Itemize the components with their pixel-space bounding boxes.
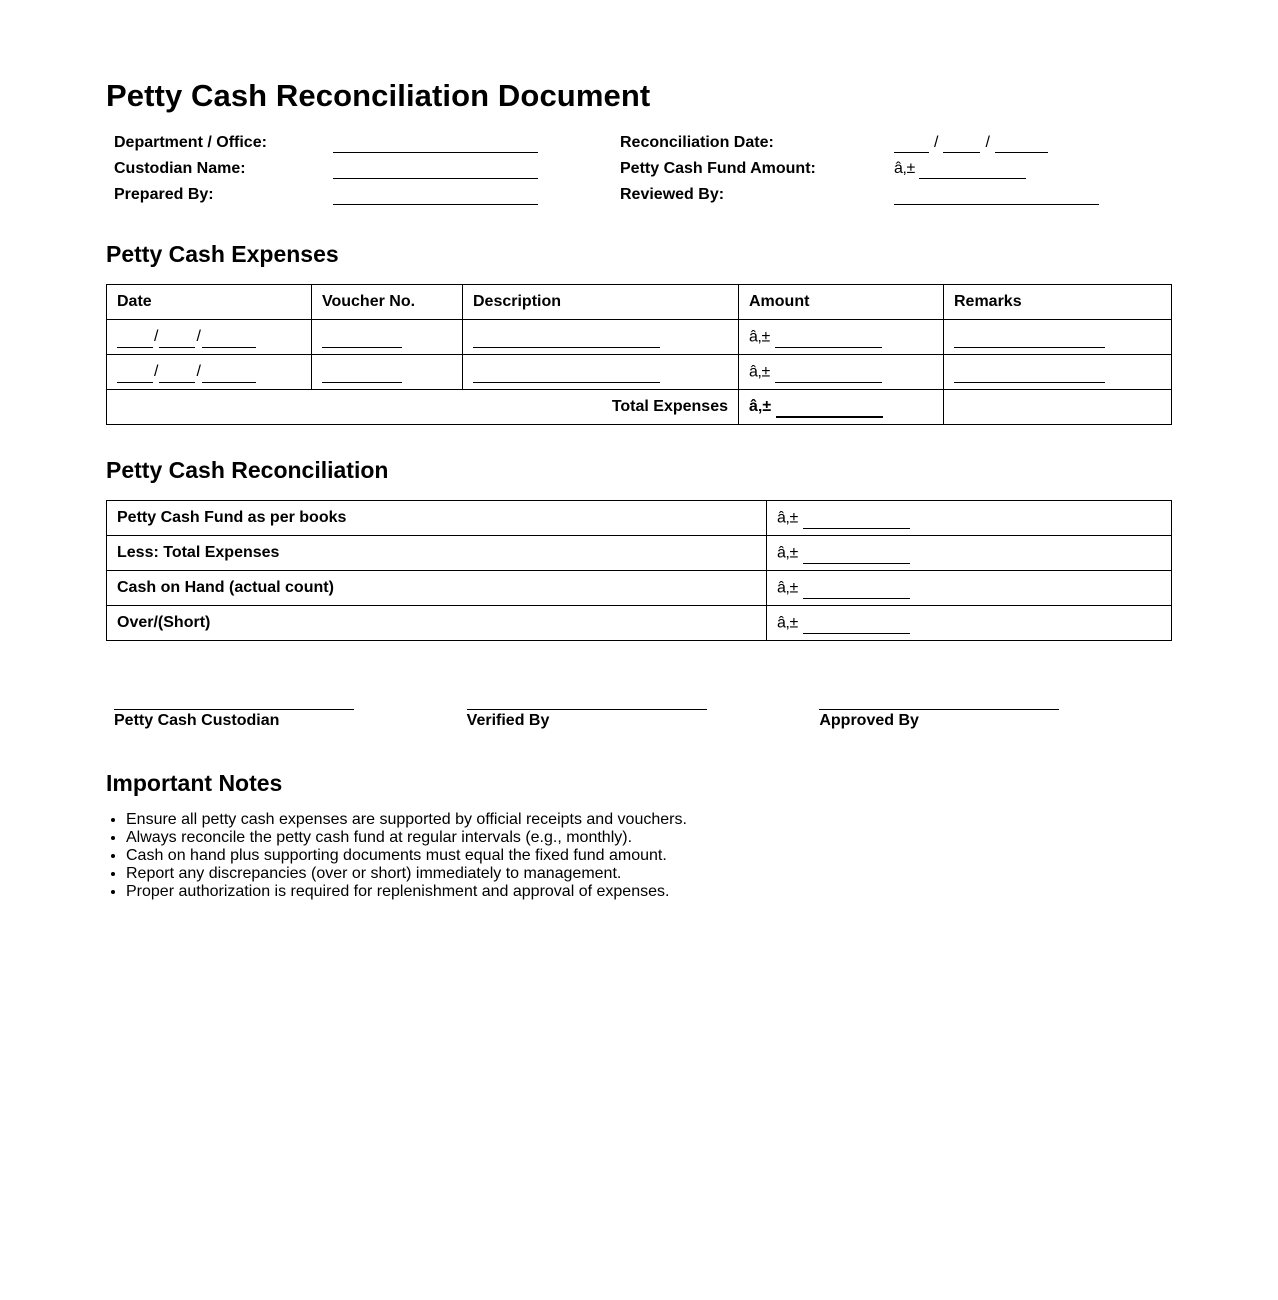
- row-label: Over/(Short): [107, 606, 767, 641]
- currency-symbol: â‚±: [777, 614, 799, 632]
- signature-label: Petty Cash Custodian: [114, 712, 280, 729]
- description-field[interactable]: [463, 320, 739, 355]
- column-header: Voucher No.: [312, 285, 463, 320]
- prepared-by-label: Prepared By:: [114, 186, 214, 203]
- prepared-by-field[interactable]: [333, 184, 538, 205]
- notes-heading: Important Notes: [106, 770, 283, 796]
- column-header: Description: [463, 285, 739, 320]
- signature-label: Verified By: [466, 712, 550, 729]
- reviewed-by-label: Reviewed By:: [620, 186, 725, 203]
- column-header: Remarks: [944, 285, 1172, 320]
- column-header: Amount: [739, 285, 944, 320]
- total-remarks-cell: [944, 390, 1172, 425]
- total-expenses-field[interactable]: [739, 390, 944, 425]
- table-row: [107, 355, 1172, 390]
- amount-field[interactable]: [767, 501, 1172, 536]
- description-field[interactable]: [463, 355, 739, 390]
- amount-field[interactable]: [739, 320, 944, 355]
- list-item: • Cash on hand plus supporting documents must equal the fixed fund amount.: [126, 847, 1172, 865]
- remarks-field[interactable]: [944, 355, 1172, 390]
- signature-block: [819, 701, 1172, 730]
- row-label: Cash on Hand (actual count): [107, 571, 767, 606]
- voucher-field[interactable]: [312, 320, 463, 355]
- currency-symbol: â‚±: [749, 328, 771, 346]
- fund-amount-field[interactable]: [894, 158, 1172, 179]
- total-row: [107, 390, 1172, 425]
- signature-label: Approved By: [819, 712, 919, 729]
- reconciliation-date-field[interactable]: / /: [894, 132, 1172, 153]
- amount-field[interactable]: [767, 536, 1172, 571]
- remarks-field[interactable]: [944, 320, 1172, 355]
- list-item: • Always reconcile the petty cash fund at regular intervals (e.g., monthly).: [126, 829, 1172, 847]
- notes-list: [106, 811, 1172, 901]
- signature-line[interactable]: [114, 701, 354, 710]
- fund-amount-label: Petty Cash Fund Amount:: [620, 160, 816, 177]
- expenses-table: [106, 284, 1172, 425]
- amount-field[interactable]: [767, 606, 1172, 641]
- custodian-field[interactable]: [333, 158, 538, 179]
- currency-symbol: â‚±: [749, 398, 772, 416]
- total-expenses-label: Total Expenses: [107, 390, 739, 425]
- list-item: • Ensure all petty cash expenses are supported by official receipts and vouchers.: [126, 811, 1172, 829]
- column-header: Date: [107, 285, 312, 320]
- table-row: [107, 606, 1172, 641]
- voucher-field[interactable]: [312, 355, 463, 390]
- table-header-row: [107, 285, 1172, 320]
- signature-section: [106, 701, 1172, 730]
- header-info: [106, 132, 1172, 205]
- currency-symbol: â‚±: [749, 363, 771, 381]
- table-row: [107, 536, 1172, 571]
- department-field[interactable]: [333, 132, 538, 153]
- amount-field[interactable]: [767, 571, 1172, 606]
- date-field[interactable]: / /: [107, 355, 312, 390]
- table-row: [107, 320, 1172, 355]
- currency-symbol: â‚±: [777, 509, 799, 527]
- row-label: Less: Total Expenses: [107, 536, 767, 571]
- custodian-label: Custodian Name:: [114, 160, 246, 177]
- signature-line[interactable]: [467, 701, 707, 710]
- expenses-heading: Petty Cash Expenses: [106, 241, 339, 267]
- reconciliation-date-label: Reconciliation Date:: [620, 134, 774, 151]
- signature-block: [467, 701, 820, 730]
- date-field[interactable]: / /: [107, 320, 312, 355]
- list-item: • Report any discrepancies (over or short) immediately to management.: [126, 865, 1172, 883]
- currency-symbol: â‚±: [777, 544, 799, 562]
- signature-block: [114, 701, 467, 730]
- currency-symbol: â‚±: [894, 160, 916, 177]
- signature-line[interactable]: [819, 701, 1059, 710]
- reconciliation-heading: Petty Cash Reconciliation: [106, 457, 389, 483]
- table-row: [107, 571, 1172, 606]
- amount-field[interactable]: [739, 355, 944, 390]
- reviewed-by-field[interactable]: [894, 184, 1099, 205]
- list-item: • Proper authorization is required for replenishment and approval of expenses.: [126, 883, 1172, 901]
- row-label: Petty Cash Fund as per books: [107, 501, 767, 536]
- department-label: Department / Office:: [114, 134, 267, 151]
- table-row: [107, 501, 1172, 536]
- currency-symbol: â‚±: [777, 579, 799, 597]
- reconciliation-table: [106, 500, 1172, 641]
- page-title: Petty Cash Reconciliation Document: [106, 78, 651, 113]
